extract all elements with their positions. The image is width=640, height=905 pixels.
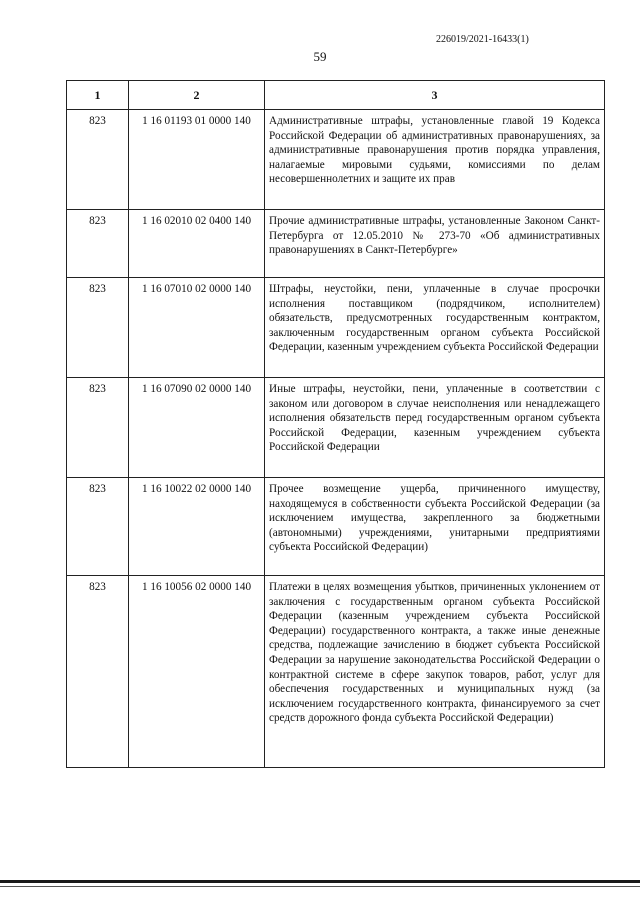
admin-code-cell: 823 [67,576,129,768]
admin-code-cell: 823 [67,478,129,576]
admin-code-cell: 823 [67,278,129,378]
budget-classification-code-cell: 1 16 07090 02 0000 140 [129,378,265,478]
budget-classification-code-cell: 1 16 10022 02 0000 140 [129,478,265,576]
revenue-description-cell: Прочее возмещение ущерба, причиненного имуществу, находящемуся в собственности субъекта Российской Федерации (за исключением имущества, закрепленного за бюджетными (автономными) учреждениями, унитарными предприятиями субъекта Российской Федерации) [265,478,605,576]
admin-code-cell: 823 [67,210,129,278]
revenue-description-cell: Прочие административные штрафы, установленные Законом Санкт-Петербурга от 12.05.2010 № 273-70 «Об административных правонарушениях в Санкт-Петербурге» [265,210,605,278]
column-header-1: 1 [67,81,129,110]
admin-code-cell: 823 [67,110,129,210]
budget-classification-code-cell: 1 16 02010 02 0400 140 [129,210,265,278]
revenue-codes-table [66,80,605,768]
table-row [67,478,605,576]
budget-classification-code-cell: 1 16 07010 02 0000 140 [129,278,265,378]
revenue-description-cell: Административные штрафы, установленные главой 19 Кодекса Российской Федерации об административных правонарушениях, за административные правонарушения против порядка управления, налагаемые мировыми судьями, комиссиями по делам несовершеннолетних и защите их прав [265,110,605,210]
table-row [67,378,605,478]
table-header-row [67,81,605,110]
budget-classification-code-cell: 1 16 01193 01 0000 140 [129,110,265,210]
page-number: 59 [313,49,327,64]
revenue-description-cell: Штрафы, неустойки, пени, уплаченные в случае просрочки исполнения поставщиком (подрядчиком, исполнителем) обязательств, предусмотренных государственным контрактом, заключенным государственным органом субъекта Российской Федерации, казенным учреждением субъекта Российской Федерации [265,278,605,378]
scan-edge-line-thin [0,886,640,887]
table-row [67,210,605,278]
document-registration-number: 226019/2021-16433(1) [436,34,529,45]
table-row [67,278,605,378]
column-header-2: 2 [129,81,265,110]
revenue-description-cell: Иные штрафы, неустойки, пени, уплаченные в соответствии с законом или договором в случае неисполнения или ненадлежащего исполнения обязательств перед государственным органом субъекта Российской Федерации, казенным учреждением субъекта Российской Федерации [265,378,605,478]
revenue-description-cell: Платежи в целях возмещения убытков, причиненных уклонением от заключения с государственным органом субъекта Российской Федерации (казенным учреждением субъекта Российской Федерации) государственного контракта, а также иные денежные средства, подлежащие зачислению в бюджет субъекта Российской Федерации за нарушение законодательства Российской Федерации о контрактной системе в сфере закупок товаров, работ, услуг для обеспечения государственных и муниципальных нужд (за исключением государственного контракта, финансируемого за счет средств дорожного фонда субъекта Российской Федерации) [265,576,605,768]
table-row [67,576,605,768]
table-row [67,110,605,210]
column-header-3: 3 [265,81,605,110]
admin-code-cell: 823 [67,378,129,478]
scan-edge-line [0,880,640,883]
budget-classification-code-cell: 1 16 10056 02 0000 140 [129,576,265,768]
